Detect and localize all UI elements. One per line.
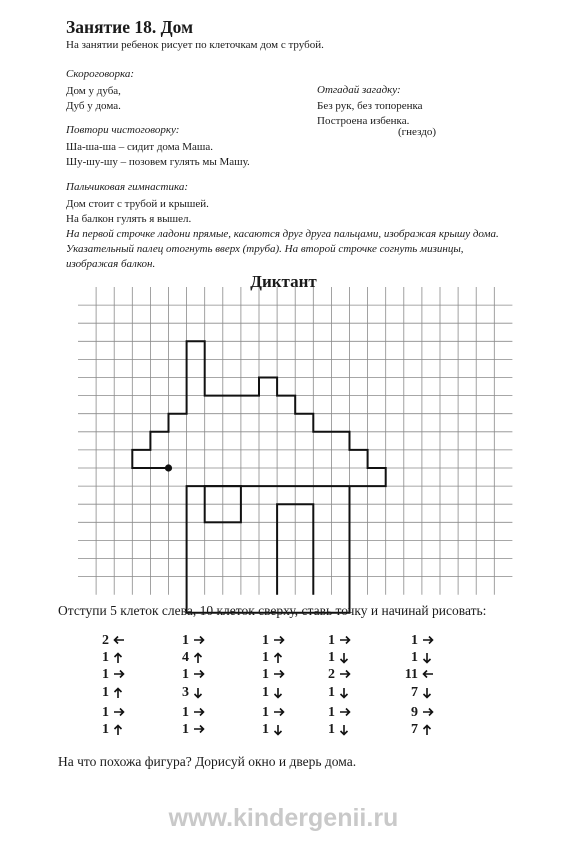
page-title: Занятие 18. Дом	[66, 17, 193, 37]
arrow-right-icon	[422, 635, 434, 647]
arrow-stroke	[341, 653, 348, 663]
dictation-step	[171, 684, 215, 701]
step-count: 1	[262, 633, 269, 648]
step-count: 11	[404, 667, 418, 682]
arrow-stroke	[274, 637, 284, 644]
arrow-right-icon	[339, 707, 351, 719]
arrow-stroke	[340, 709, 350, 716]
step-count: 1	[262, 685, 269, 700]
finger-gym-line: Дом стоит с трубой и крышей.	[66, 198, 209, 210]
riddle-answer: (гнездо)	[398, 126, 436, 138]
riddle-label: Отгадай загадку:	[317, 84, 401, 96]
step-count: 1	[262, 705, 269, 720]
arrow-stroke	[341, 688, 348, 698]
dictation-step	[91, 666, 135, 683]
arrow-up-icon	[273, 652, 285, 664]
arrow-stroke	[275, 688, 282, 698]
arrow-right-icon	[339, 635, 351, 647]
arrow-down-icon	[422, 652, 434, 664]
start-dot	[165, 464, 172, 471]
dictation-step	[251, 704, 295, 721]
arrow-stroke	[423, 637, 433, 644]
step-count: 1	[102, 685, 109, 700]
arrow-stroke	[115, 726, 122, 736]
arrow-stroke	[423, 709, 433, 716]
arrow-stroke	[115, 654, 122, 664]
arrow-up-icon	[113, 724, 125, 736]
dictation-instruction: Отступи 5 клеток слева, 10 клеток сверху, ставь точку и начинай рисовать:	[58, 603, 487, 618]
step-count: 1	[328, 722, 335, 737]
step-count: 2	[328, 667, 335, 682]
arrow-up-icon	[193, 652, 205, 664]
pure-rhyme-line: Шу-шу-шу – позовем гулять мы Машу.	[66, 156, 250, 168]
arrow-stroke	[115, 689, 122, 699]
dictation-step	[317, 649, 361, 666]
dictation-step	[400, 704, 444, 721]
dictation-step	[400, 632, 444, 649]
dictation-title: Диктант	[250, 272, 317, 291]
finger-gym-line: На балкон гулять я вышел.	[66, 213, 192, 225]
arrow-right-icon	[193, 724, 205, 736]
watermark: www.kindergenii.ru	[168, 804, 399, 832]
step-count: 1	[262, 667, 269, 682]
arrow-right-icon	[422, 707, 434, 719]
step-count: 7	[411, 685, 418, 700]
step-count: 1	[328, 685, 335, 700]
dictation-step	[171, 632, 215, 649]
step-count: 2	[102, 633, 109, 648]
arrow-right-icon	[273, 707, 285, 719]
step-count: 1	[182, 633, 189, 648]
dictation-step	[171, 649, 215, 666]
arrow-down-icon	[422, 687, 434, 699]
step-count: 1	[182, 705, 189, 720]
arrow-stroke	[424, 726, 431, 736]
dictation-step	[171, 666, 215, 683]
dictation-step	[91, 649, 135, 666]
step-count: 1	[182, 667, 189, 682]
arrow-down-icon	[339, 687, 351, 699]
riddle-line: Без рук, без топоренка	[317, 100, 423, 112]
arrow-stroke	[275, 725, 282, 735]
step-count: 1	[102, 705, 109, 720]
arrow-stroke	[274, 709, 284, 716]
dictation-step	[317, 632, 361, 649]
tongue-twister-label: Скороговорка:	[66, 68, 135, 80]
arrow-stroke	[194, 709, 204, 716]
arrow-down-icon	[273, 724, 285, 736]
riddle-line: Построена избенка.	[317, 115, 410, 127]
step-count: 1	[262, 722, 269, 737]
page-subtitle: На занятии ребенок рисует по клеточкам дом с трубой.	[66, 39, 324, 51]
arrow-stroke	[194, 726, 204, 733]
dictation-step	[171, 721, 215, 738]
step-count: 1	[328, 633, 335, 648]
arrow-stroke	[275, 654, 282, 664]
arrow-stroke	[114, 671, 124, 678]
step-count: 1	[102, 667, 109, 682]
arrow-stroke	[114, 709, 124, 716]
dictation-step	[91, 684, 135, 701]
step-count: 1	[328, 650, 335, 665]
dictation-step	[400, 666, 444, 683]
step-count: 4	[182, 650, 189, 665]
pure-rhyme-line: Ша-ша-ша – сидит дома Маша.	[66, 141, 213, 153]
arrow-down-icon	[193, 687, 205, 699]
step-count: 7	[411, 722, 418, 737]
dictation-step	[251, 649, 295, 666]
arrow-down-icon	[339, 652, 351, 664]
dictation-step	[171, 704, 215, 721]
dictation-step	[317, 704, 361, 721]
arrow-stroke	[115, 637, 125, 644]
dictation-step	[317, 684, 361, 701]
arrow-right-icon	[193, 707, 205, 719]
arrow-right-icon	[273, 635, 285, 647]
arrow-stroke	[194, 637, 204, 644]
dictation-step	[400, 649, 444, 666]
dictation-step	[317, 666, 361, 683]
dictation-step	[91, 632, 135, 649]
step-count: 9	[411, 705, 418, 720]
arrow-stroke	[274, 671, 284, 678]
step-count: 1	[182, 722, 189, 737]
dictation-step	[251, 721, 295, 738]
step-count: 1	[411, 633, 418, 648]
step-count: 1	[328, 705, 335, 720]
dictation-step	[400, 721, 444, 738]
dictation-step	[91, 721, 135, 738]
arrow-stroke	[195, 688, 202, 698]
dictation-step	[251, 684, 295, 701]
arrow-stroke	[424, 688, 431, 698]
arrow-down-icon	[339, 724, 351, 736]
dictation-step	[251, 666, 295, 683]
arrow-right-icon	[273, 669, 285, 681]
step-count: 3	[182, 685, 189, 700]
step-count: 1	[102, 722, 109, 737]
arrow-up-icon	[113, 687, 125, 699]
arrow-stroke	[340, 671, 350, 678]
dictation-question: На что похожа фигура? Дорисуй окно и дверь дома.	[58, 754, 357, 769]
arrow-stroke	[195, 654, 202, 664]
arrow-right-icon	[113, 669, 125, 681]
dictation-step	[317, 721, 361, 738]
arrow-right-icon	[193, 635, 205, 647]
finger-gym-label: Пальчиковая гимнастика:	[66, 181, 188, 193]
pure-rhyme-label: Повтори чистоговорку:	[66, 124, 180, 136]
arrow-stroke	[424, 671, 434, 678]
arrow-left-icon	[422, 669, 434, 681]
arrow-right-icon	[339, 669, 351, 681]
arrow-left-icon	[113, 635, 125, 647]
arrow-up-icon	[113, 652, 125, 664]
dictation-step	[251, 632, 295, 649]
arrow-stroke	[424, 653, 431, 663]
arrow-stroke	[340, 637, 350, 644]
step-count: 1	[102, 650, 109, 665]
finger-gym-instruction: На первой строчке ладони прямые, касаются друг друга пальцами, изображая крышу дома. Указательный палец отогнуть вверх (труба). На второй строчке согнуть мизинцы, изображая балкон.	[66, 228, 499, 270]
arrow-right-icon	[113, 707, 125, 719]
arrow-stroke	[341, 725, 348, 735]
arrow-up-icon	[422, 724, 434, 736]
tongue-twister-line: Дом у дуба,	[66, 85, 121, 97]
dictation-step	[400, 684, 444, 701]
step-count: 1	[262, 650, 269, 665]
tongue-twister-line: Дуб у дома.	[66, 100, 121, 112]
step-count: 1	[411, 650, 418, 665]
dictation-step	[91, 704, 135, 721]
arrow-right-icon	[193, 669, 205, 681]
arrow-down-icon	[273, 687, 285, 699]
arrow-stroke	[194, 671, 204, 678]
